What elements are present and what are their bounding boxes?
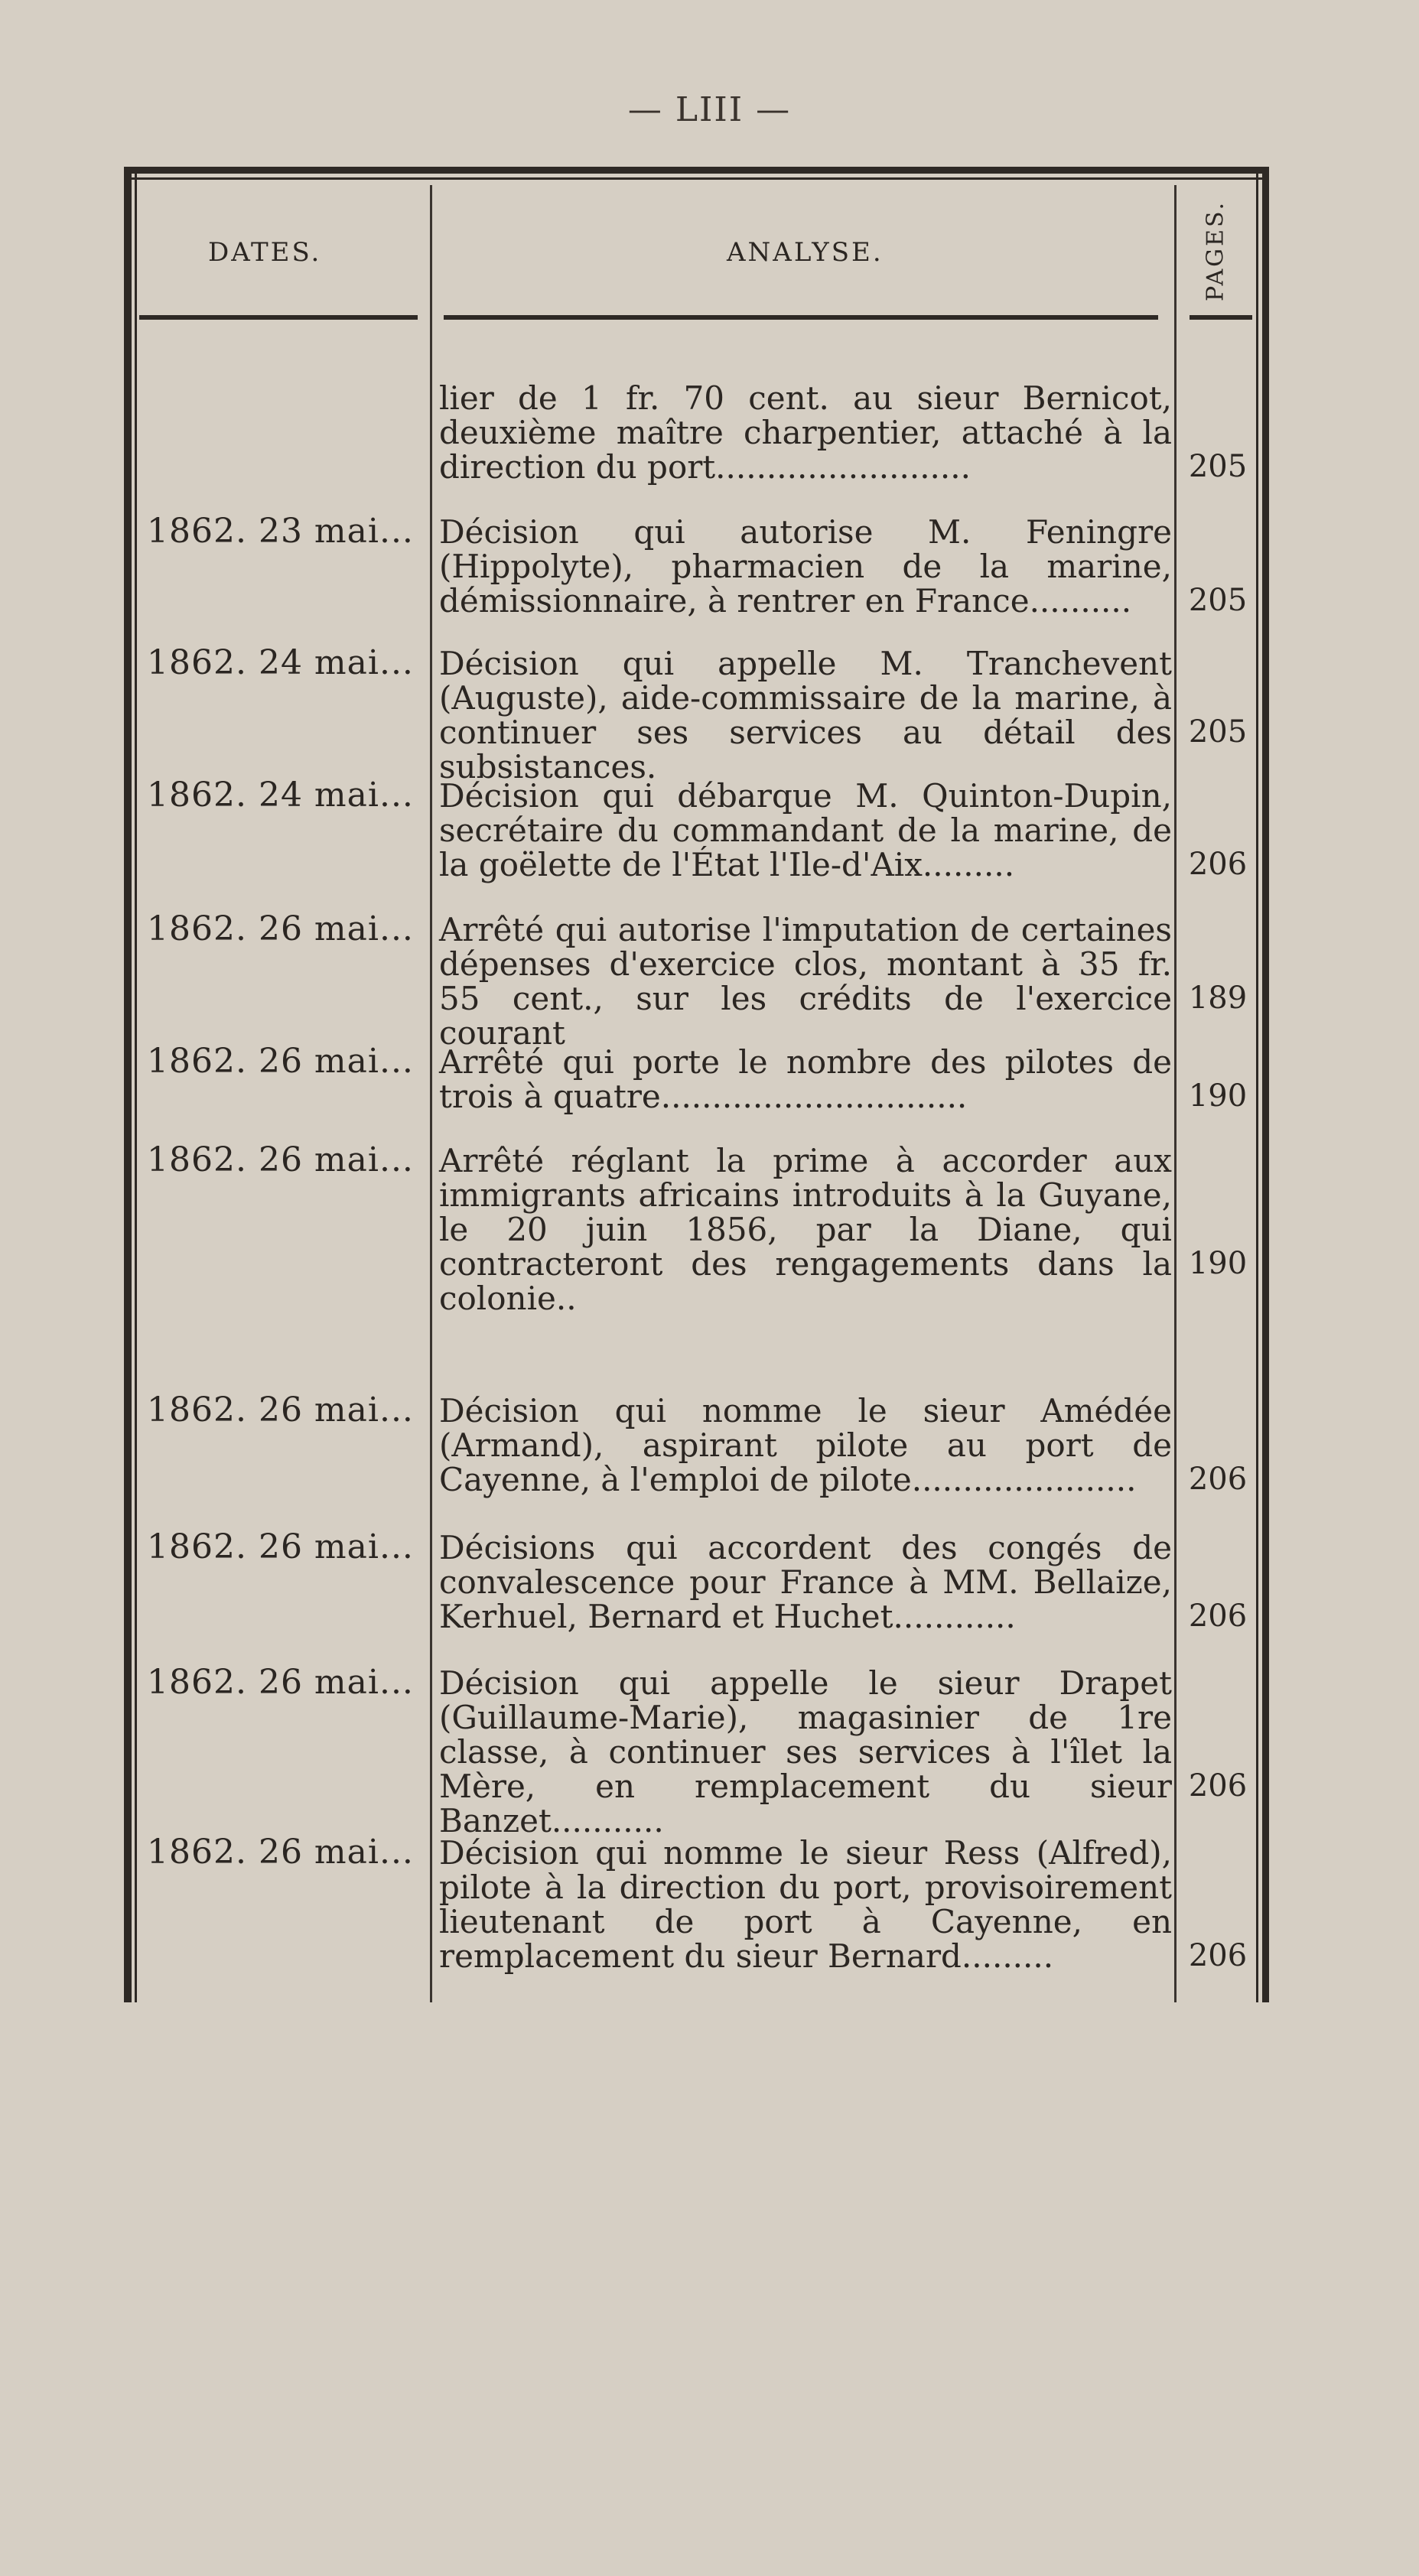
entry-date: 1862. 26 mai... xyxy=(147,1390,414,1429)
header-rule-analyse xyxy=(444,315,1158,320)
entry-analysis: Décision qui autorise M. Feningre (Hippolyte), pharmacien de la marine, démissionnaire, à rentrer en France.......... xyxy=(439,513,1172,620)
entry-analysis: Décision qui appelle M. Tranchevent (Auguste), aide-commissaire de la marine, à continuer ses services au détail des subsistances. xyxy=(439,645,1172,785)
header-pages: PAGES. xyxy=(1202,200,1229,301)
entry-analysis: Décision qui appelle le sieur Drapet (Guillaume-Marie), magasinier de 1re classe, à continuer ses services à l'îlet la Mère, en remplacement du sieur Banzet........... xyxy=(439,1664,1172,1839)
entry-analysis: Arrêté qui autorise l'imputation de certaines dépenses d'exercice clos, montant à 35 fr. 55 cent., sur les crédits de l'exercice courant xyxy=(439,911,1172,1052)
entry-analysis: lier de 1 fr. 70 cent. au sieur Bernicot, deuxième maître charpentier, attaché à la direction du port......................... xyxy=(439,379,1172,486)
column-divider-pages xyxy=(1174,185,1177,2002)
entry-date: 1862. 26 mai... xyxy=(147,1833,414,1872)
entry-page: 206 xyxy=(1188,1938,1248,1973)
column-divider-dates xyxy=(430,185,432,2002)
right-border-thin xyxy=(1256,167,1258,2002)
top-rule-thin xyxy=(124,177,1268,180)
entry-page: 206 xyxy=(1188,1462,1248,1497)
entry-date: 1862. 26 mai... xyxy=(147,1527,414,1566)
entry-analysis: Arrêté réglant la prime à accorder aux immigrants africains introduits à la Guyane, le 20 juin 1856, par la Diane, qui contracteront des rengagements dans la colonie.. xyxy=(439,1142,1172,1317)
left-border xyxy=(124,167,132,2002)
header-rule-pages xyxy=(1190,315,1252,320)
header-analyse: ANALYSE. xyxy=(727,237,884,268)
entry-date: 1862. 26 mai... xyxy=(147,909,414,948)
table-frame xyxy=(124,167,1268,2576)
left-border-thin xyxy=(135,167,137,2002)
entry-analysis: Décisions qui accordent des congés de convalescence pour France à MM. Bellaize, Kerhuel, Bernard et Huchet............ xyxy=(439,1529,1172,1635)
entry-date: 1862. 24 mai... xyxy=(147,776,414,815)
entry-date: 1862. 24 mai... xyxy=(147,643,414,682)
header-dates: DATES. xyxy=(208,237,322,268)
page-number: — LIII — xyxy=(627,90,792,129)
entry-date: 1862. 26 mai... xyxy=(147,1140,414,1179)
header-pages-cell xyxy=(1174,181,1256,321)
entry-analysis: Décision qui débarque M. Quinton-Dupin, secrétaire du commandant de la marine, de la goëlette de l'État l'Ile-d'Aix......... xyxy=(439,777,1172,883)
entry-page: 206 xyxy=(1188,847,1248,882)
entry-analysis: Décision qui nomme le sieur Ress (Alfred), pilote à la direction du port, provisoirement lieutenant de port à Cayenne, en remplacement du sieur Bernard......... xyxy=(439,1834,1172,1975)
right-border xyxy=(1262,167,1269,2002)
entry-page: 205 xyxy=(1188,449,1248,484)
top-rule xyxy=(124,167,1268,174)
entry-analysis: Décision qui nomme le sieur Amédée (Armand), aspirant pilote au port de Cayenne, à l'emploi de pilote...................... xyxy=(439,1392,1172,1498)
entry-date: 1862. 26 mai... xyxy=(147,1042,414,1081)
entry-page: 205 xyxy=(1188,714,1248,750)
entry-page: 206 xyxy=(1188,1599,1248,1634)
entry-date: 1862. 23 mai... xyxy=(147,512,414,551)
entry-page: 205 xyxy=(1188,583,1248,618)
entry-page: 190 xyxy=(1188,1078,1248,1114)
entry-page: 206 xyxy=(1188,1768,1248,1804)
entry-page: 189 xyxy=(1188,981,1248,1016)
entry-date: 1862. 26 mai... xyxy=(147,1663,414,1702)
entry-analysis: Arrêté qui porte le nombre des pilotes de trois à quatre.............................. xyxy=(439,1043,1172,1115)
entry-page: 190 xyxy=(1188,1246,1248,1281)
header-rule-dates xyxy=(139,315,418,320)
